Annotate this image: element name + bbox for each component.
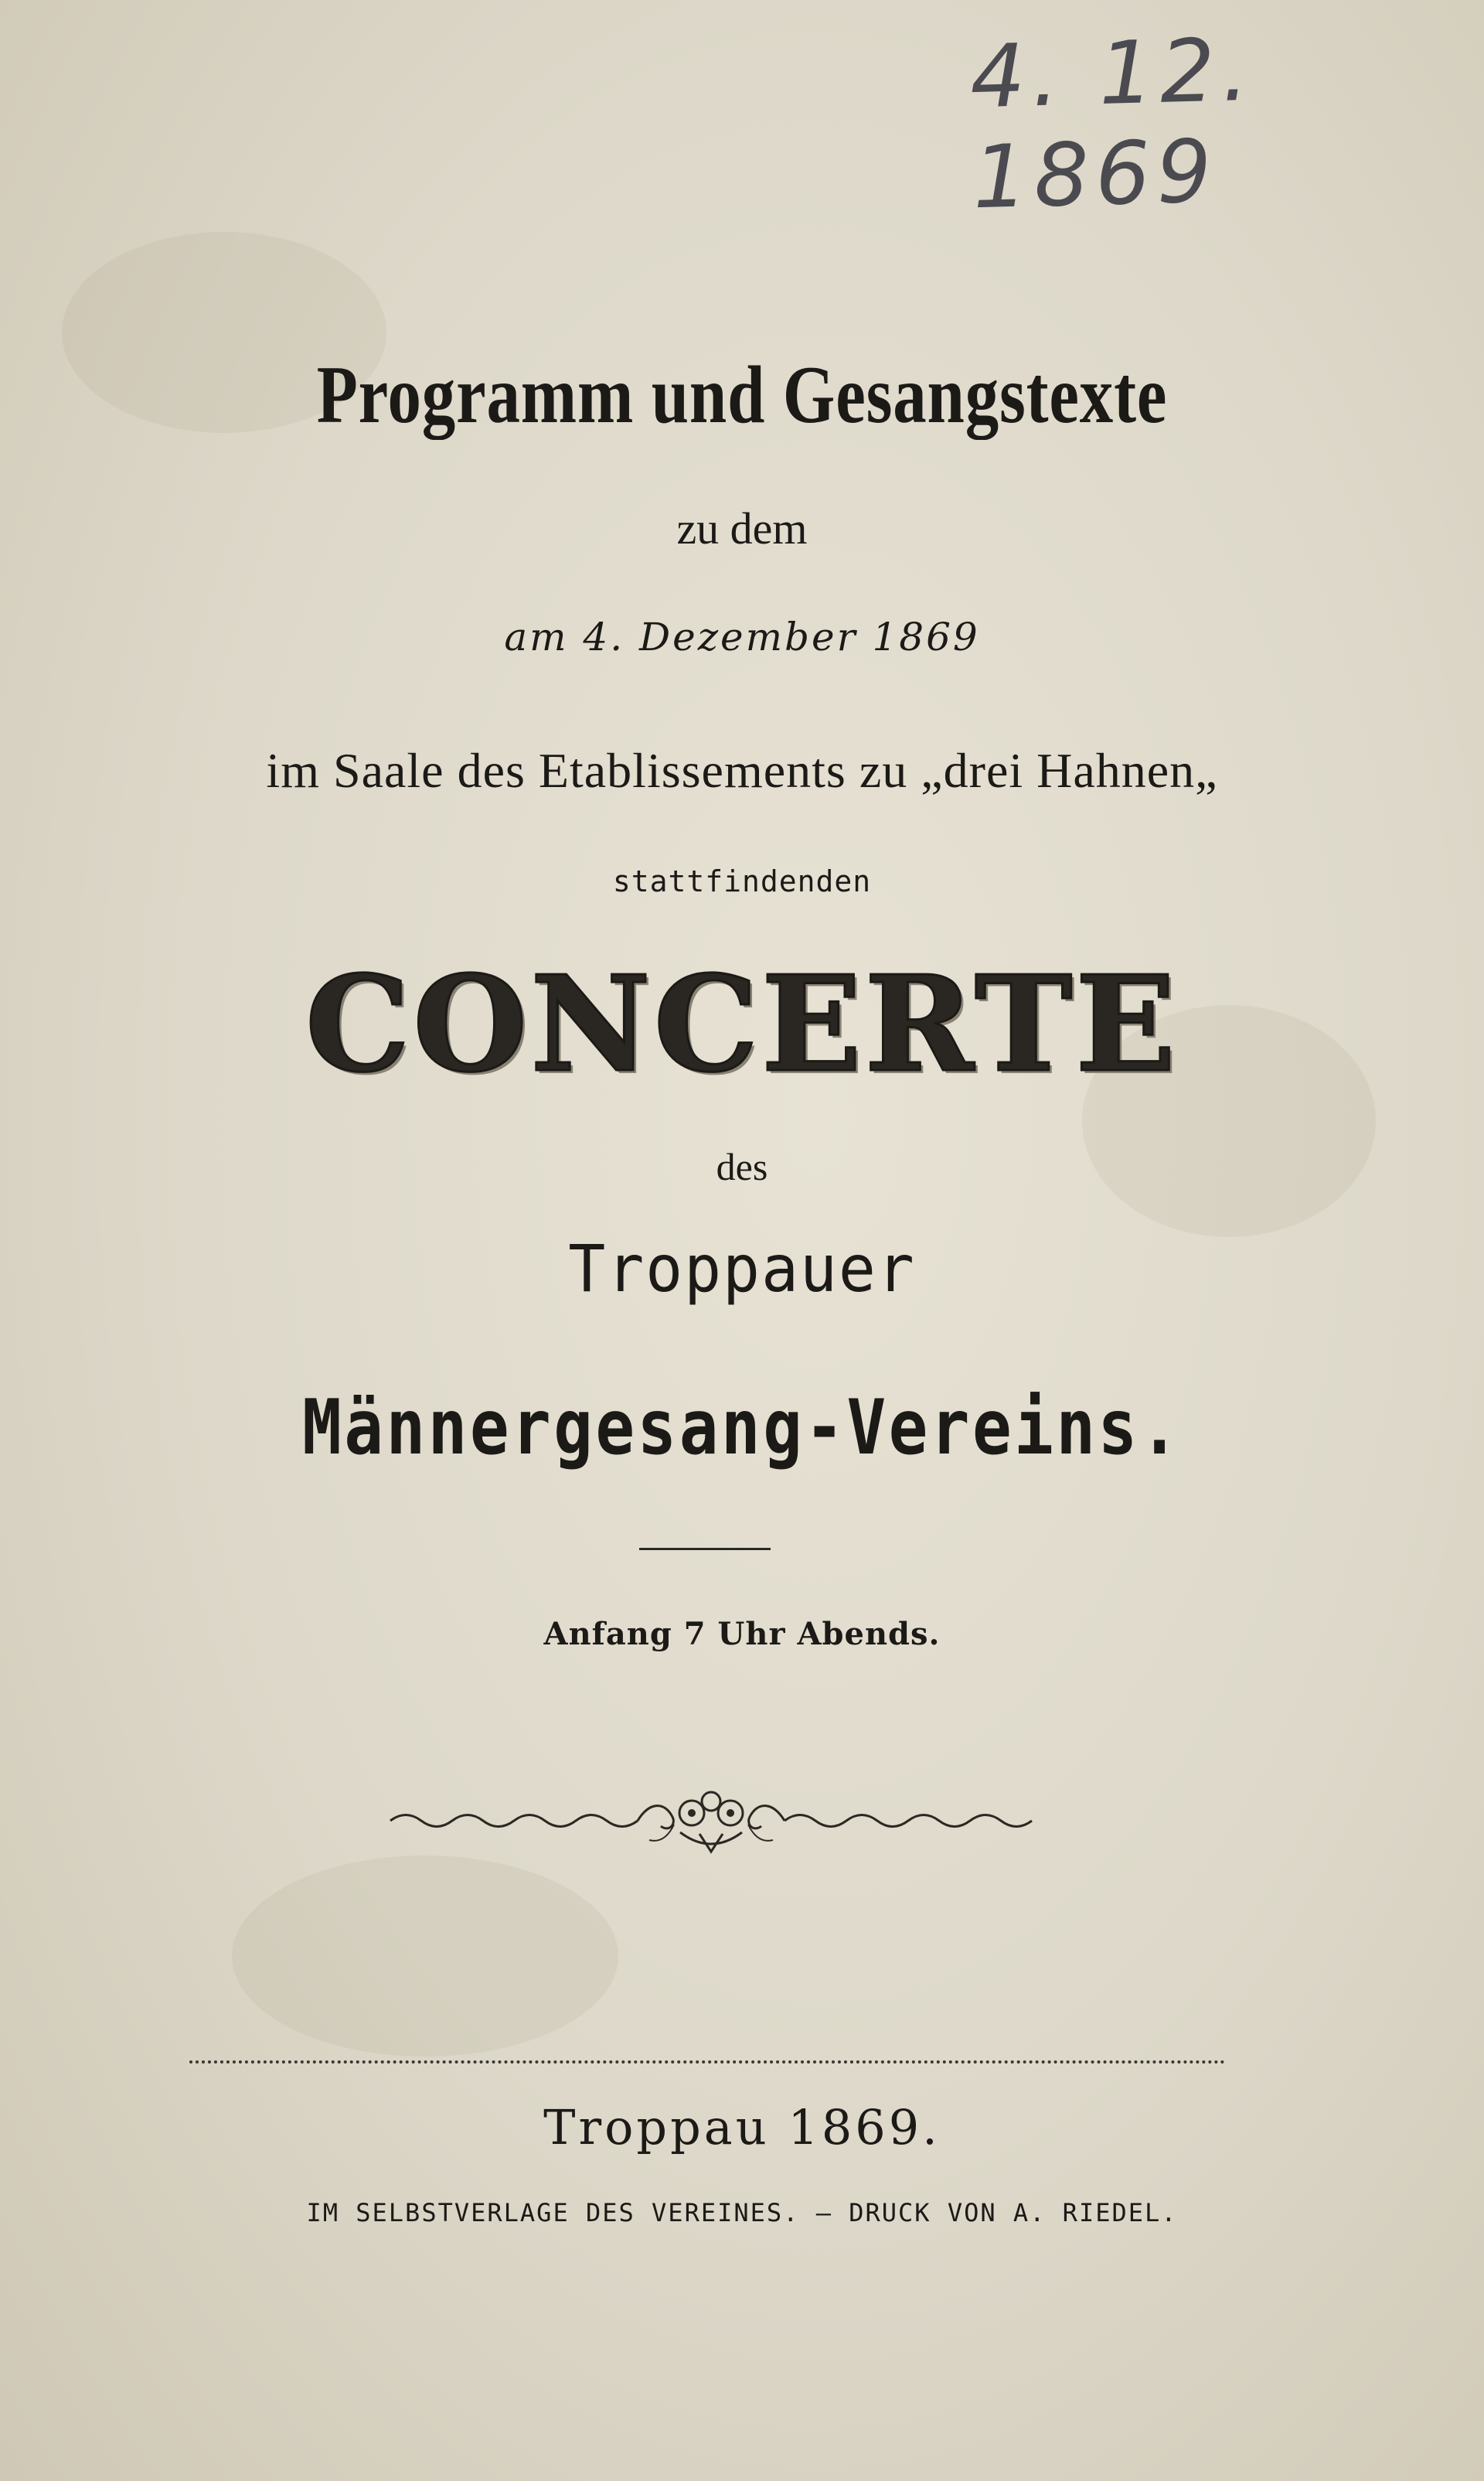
imprint-publisher: IM SELBSTVERLAGE DES VEREINES. — DRUCK VON A. RIEDEL. bbox=[306, 2198, 1178, 2227]
paper-stain bbox=[232, 1856, 618, 2057]
society-city: Troppauer bbox=[568, 1231, 916, 1307]
venue-line: im Saale des Etablissements zu „drei Hahnen„ bbox=[266, 743, 1218, 798]
line-des: des bbox=[716, 1145, 768, 1188]
imprint-place-year: Troppau 1869. bbox=[543, 2099, 941, 2156]
start-time: Anfang 7 Uhr Abends. bbox=[543, 1616, 941, 1652]
document-title: Programm und Gesangstexte bbox=[316, 349, 1168, 440]
concert-date: am 4. Dezember 1869 bbox=[504, 615, 980, 659]
dotted-rule bbox=[189, 2060, 1225, 2064]
society-name: Männergesang-Vereins. bbox=[302, 1384, 1182, 1472]
line-zu-dem: zu dem bbox=[676, 503, 808, 554]
handwritten-date: 4. 12. 1869 bbox=[968, 19, 1257, 229]
line-stattfindenden: stattfindenden bbox=[612, 864, 872, 898]
floral-divider-icon bbox=[386, 1778, 1036, 1863]
concerte-heading: CONCERTE bbox=[305, 947, 1179, 1102]
short-rule bbox=[639, 1548, 771, 1550]
